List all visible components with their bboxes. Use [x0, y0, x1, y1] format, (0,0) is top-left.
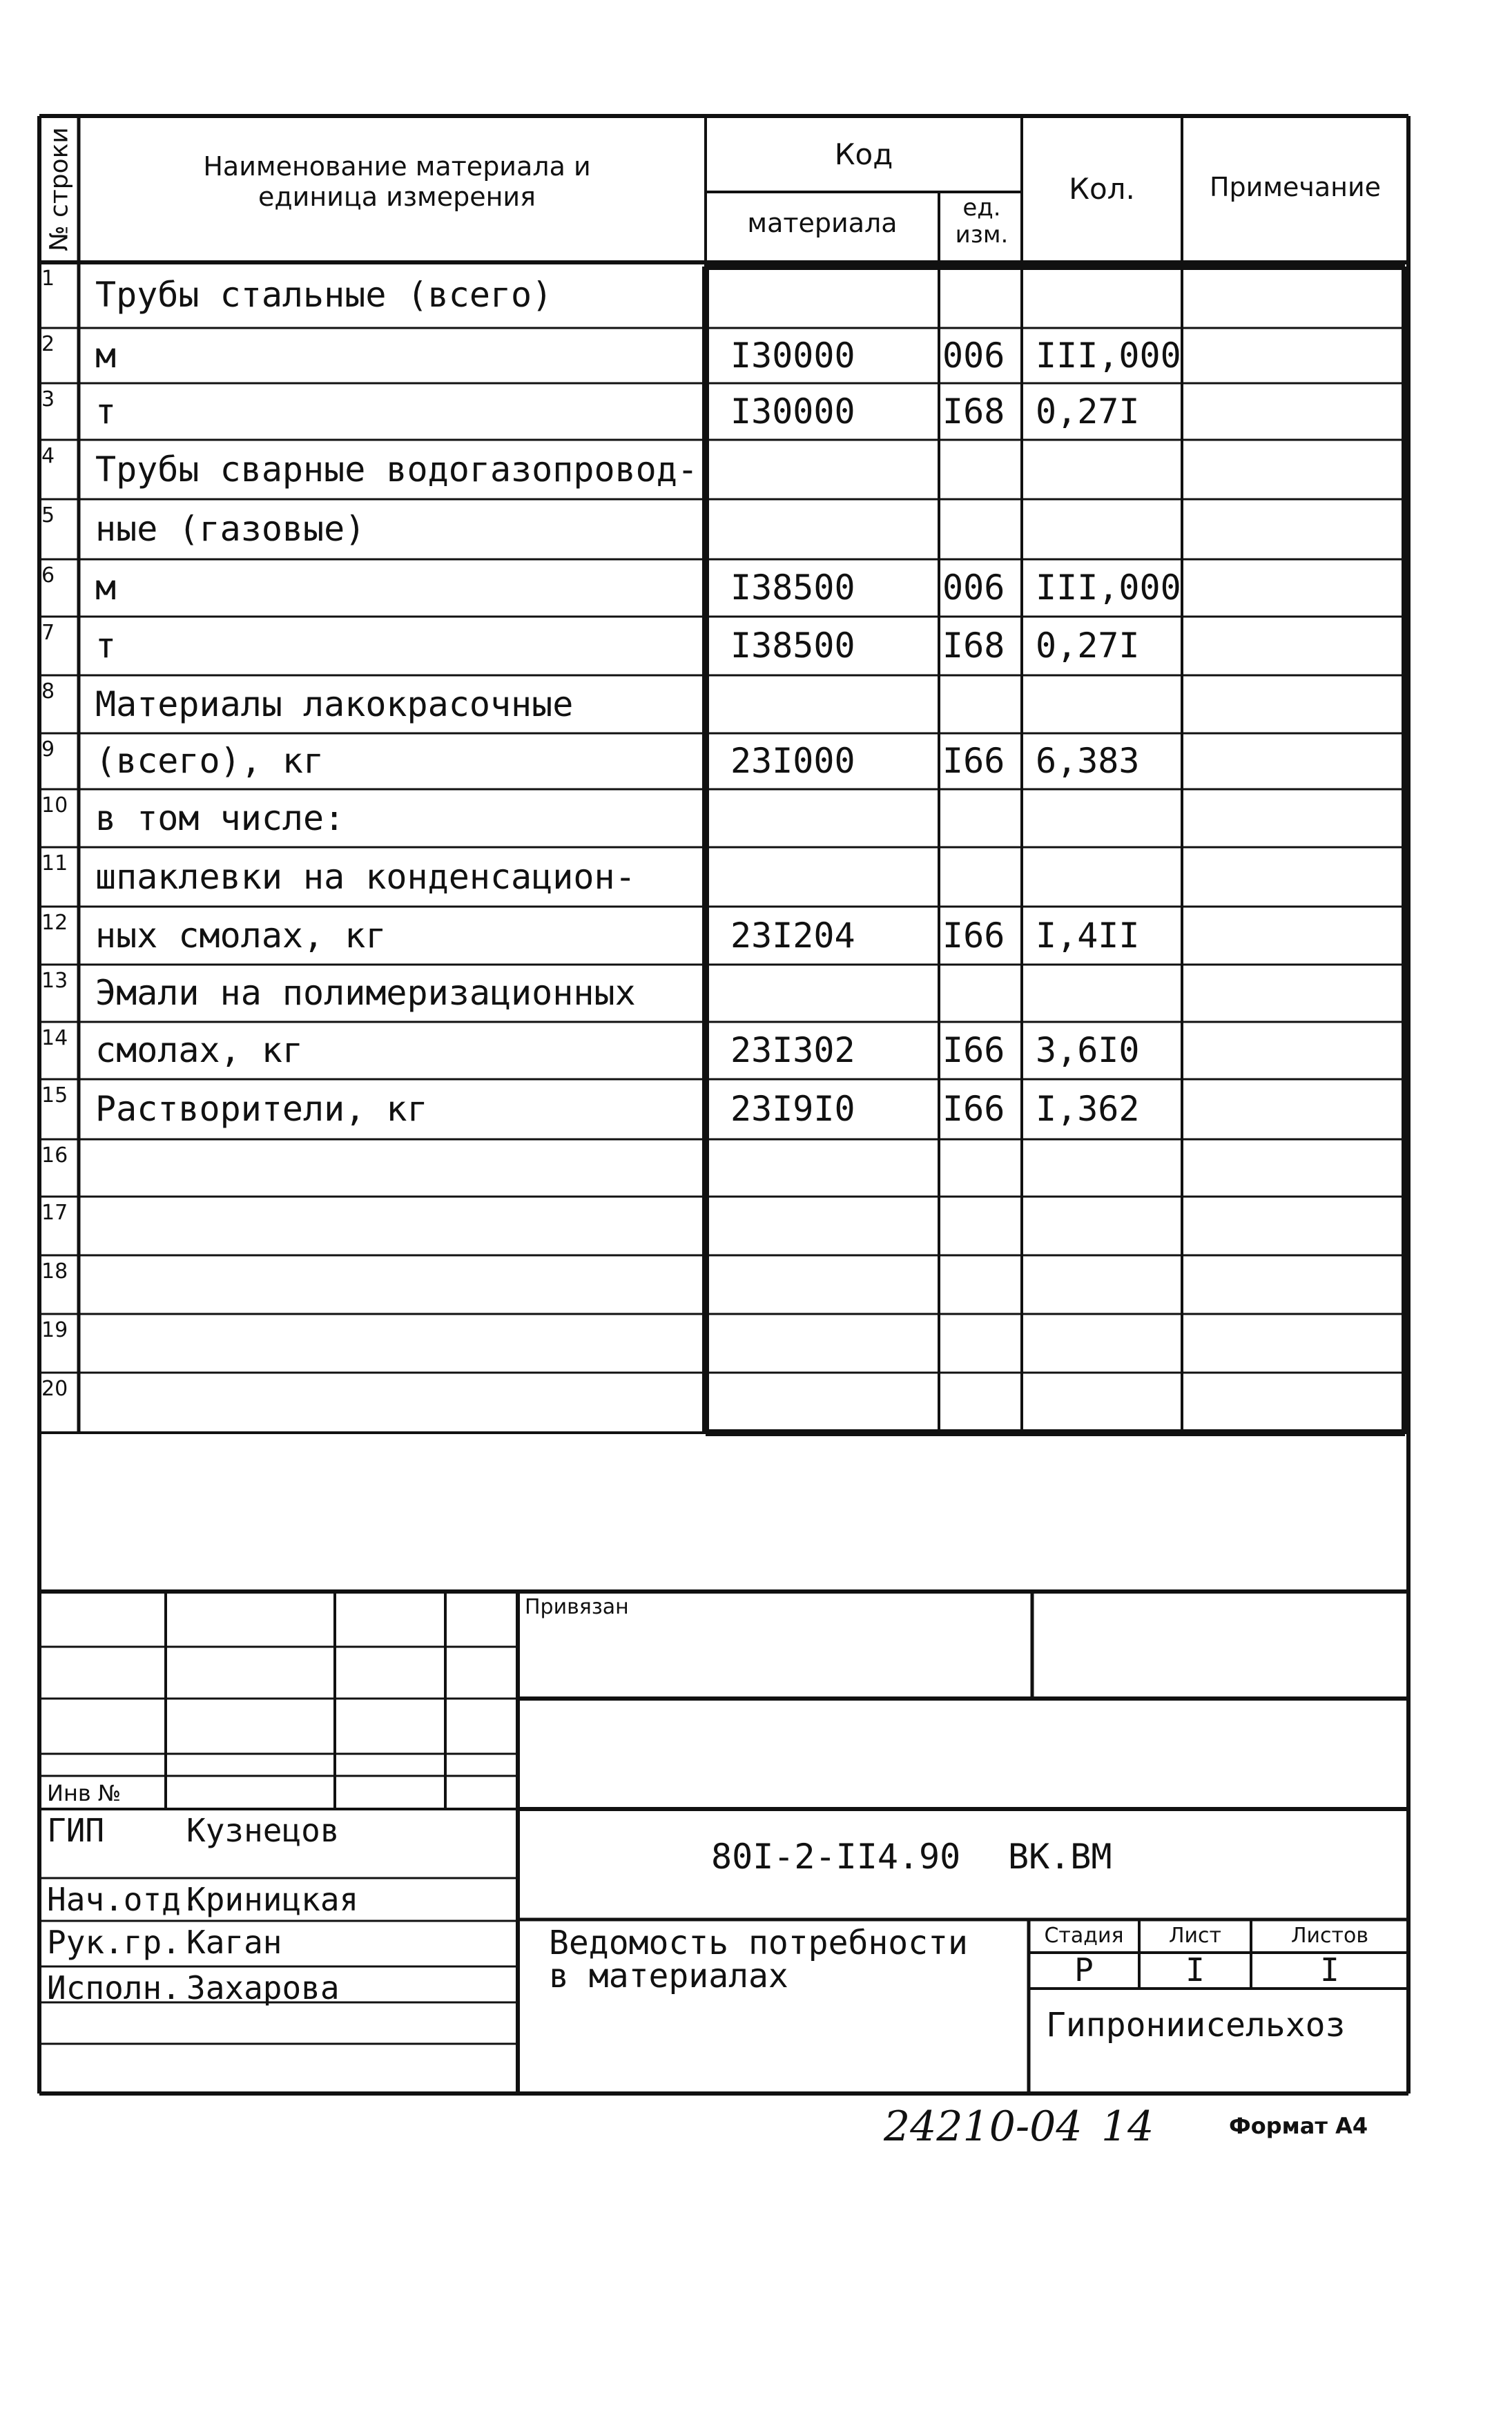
material-code [730, 675, 938, 733]
quantity [1036, 1139, 1181, 1197]
unit-code: I66 [942, 1030, 1005, 1070]
row-number: 7 [41, 621, 55, 645]
material-code: I38500 [730, 626, 855, 666]
row-number: 16 [41, 1143, 68, 1168]
quantity [1036, 440, 1181, 499]
format-label: Формат А4 [1229, 2113, 1368, 2139]
code-unit-header: ед. изм. [955, 194, 1009, 249]
quantity [1036, 965, 1181, 1022]
row-number: 6 [41, 563, 55, 588]
note [1188, 1139, 1402, 1197]
material-code [730, 1139, 938, 1197]
row-number: 15 [41, 1083, 68, 1108]
material-code: 23I000 [730, 741, 855, 781]
unit-code: 006 [942, 568, 1005, 608]
unit-code [942, 1255, 1020, 1314]
note [1188, 675, 1402, 733]
row-number: 12 [41, 911, 68, 935]
doc-code: 80I-2-II4.90 [711, 1837, 961, 1877]
material-name: м [95, 568, 117, 608]
quantity: I,4II [1036, 916, 1140, 956]
unit-code [942, 1197, 1020, 1255]
page-number: 14 [1101, 2102, 1154, 2151]
quantity [1036, 789, 1181, 847]
unit-code [942, 499, 1020, 559]
row-number: 5 [41, 503, 55, 528]
code-material-header: материала [747, 208, 898, 238]
quantity-header: Кол. [1069, 172, 1135, 206]
archive-number: 24210-04 [884, 2102, 1083, 2151]
row-number: 20 [41, 1377, 68, 1401]
note [1188, 1255, 1402, 1314]
signer-role: ГИП [47, 1812, 105, 1849]
material-name: шпаклевки на конденсацион- [95, 857, 636, 897]
note [1188, 965, 1402, 1022]
material-code [730, 1197, 938, 1255]
quantity: 3,6I0 [1036, 1030, 1140, 1070]
note [1188, 1373, 1402, 1433]
note [1188, 559, 1402, 617]
row-number: 19 [41, 1318, 68, 1342]
unit-code [942, 1314, 1020, 1373]
note [1188, 1197, 1402, 1255]
privyazan-label: Привязан [525, 1595, 629, 1619]
note-header: Примечание [1209, 172, 1382, 202]
note [1188, 328, 1402, 383]
unit-code: 006 [942, 336, 1005, 376]
document-title: Ведомость потребности в материалах [549, 1924, 968, 1995]
quantity: III,000 [1036, 336, 1181, 376]
note [1188, 383, 1402, 440]
row-number: 2 [41, 332, 55, 356]
material-name: (всего), кг [95, 741, 324, 781]
material-code [730, 965, 938, 1022]
row-number: 4 [41, 444, 55, 468]
sheet-value: I [1185, 1951, 1205, 1989]
row-number: 18 [41, 1259, 68, 1284]
material-code: 23I204 [730, 916, 855, 956]
note [1188, 1314, 1402, 1373]
quantity: 6,383 [1036, 741, 1140, 781]
quantity [1036, 1255, 1181, 1314]
material-name: ных смолах, кг [95, 916, 387, 956]
material-code: 23I302 [730, 1030, 855, 1070]
stage-value: Р [1074, 1951, 1094, 1989]
unit-code [942, 789, 1020, 847]
note [1188, 499, 1402, 559]
signer-role: Исполн. [47, 1969, 181, 2007]
quantity: 0,27I [1036, 391, 1140, 432]
material-code [730, 1314, 938, 1373]
sheets-label: Листов [1290, 1924, 1369, 1948]
row-number: 13 [41, 969, 68, 993]
quantity [1036, 1314, 1181, 1373]
row-number-header: № строки [44, 127, 73, 251]
quantity [1036, 1373, 1181, 1433]
material-name [95, 1255, 703, 1314]
quantity [1036, 847, 1181, 907]
quantity [1036, 675, 1181, 733]
row-number: 8 [41, 679, 55, 704]
material-code [730, 847, 938, 907]
row-number: 9 [41, 737, 55, 762]
material-name [95, 1197, 703, 1255]
material-code [730, 499, 938, 559]
material-name: Эмали на полимеризационных [95, 973, 636, 1013]
note [1188, 440, 1402, 499]
quantity [1036, 1197, 1181, 1255]
signer-name: Кузнецов [186, 1812, 340, 1849]
material-code [730, 1373, 938, 1433]
material-name [95, 1373, 703, 1433]
material-name: т [95, 391, 117, 432]
material-name [95, 1314, 703, 1373]
unit-code [942, 1373, 1020, 1433]
quantity: III,000 [1036, 568, 1181, 608]
material-name: Трубы сварные водогазопровод- [95, 449, 698, 490]
material-name: Растворители, кг [95, 1089, 428, 1129]
note [1188, 847, 1402, 907]
unit-code [942, 440, 1020, 499]
row-number: 14 [41, 1026, 68, 1050]
row-number: 1 [41, 267, 55, 291]
material-name: смолах, кг [95, 1030, 304, 1070]
signer-name: Захарова [186, 1969, 340, 2007]
note [1188, 733, 1402, 789]
material-code: 23I9I0 [730, 1089, 855, 1129]
code-header: Код [834, 137, 893, 171]
unit-code: I68 [942, 626, 1005, 666]
row-number: 3 [41, 387, 55, 412]
material-name: ные (газовые) [95, 509, 366, 549]
signer-name: Каган [186, 1924, 282, 1961]
material-name: Трубы стальные (всего) [95, 275, 553, 315]
note [1188, 1079, 1402, 1139]
note [1188, 907, 1402, 965]
sheets-value: I [1320, 1951, 1339, 1989]
quantity: 0,27I [1036, 626, 1140, 666]
quantity [1036, 499, 1181, 559]
note [1188, 262, 1402, 328]
row-number: 10 [41, 793, 68, 818]
signer-name: Криницкая [186, 1881, 359, 1918]
material-name [95, 1139, 703, 1197]
unit-code: I66 [942, 916, 1005, 956]
stage-label: Стадия [1044, 1924, 1124, 1948]
unit-code: I66 [942, 741, 1005, 781]
material-code [730, 262, 938, 328]
unit-code [942, 262, 1020, 328]
sheet-label: Лист [1168, 1924, 1222, 1948]
unit-code [942, 675, 1020, 733]
material-code: I38500 [730, 568, 855, 608]
unit-code [942, 1139, 1020, 1197]
material-code [730, 1255, 938, 1314]
row-number: 11 [41, 851, 68, 876]
note [1188, 1022, 1402, 1079]
signer-role: Нач.отд. [47, 1881, 200, 1918]
unit-code: I68 [942, 391, 1005, 432]
material-code [730, 789, 938, 847]
row-number: 17 [41, 1201, 68, 1225]
material-code [730, 440, 938, 499]
material-name: в том числе: [95, 798, 345, 838]
unit-code [942, 965, 1020, 1022]
material-name: Материалы лакокрасочные [95, 684, 574, 724]
unit-code: I66 [942, 1089, 1005, 1129]
note [1188, 789, 1402, 847]
material-name: т [95, 626, 117, 666]
organization-name: Гипрониисельхоз [1046, 2006, 1346, 2044]
doc-mark: ВК.ВМ [1008, 1837, 1112, 1877]
material-code: I30000 [730, 336, 855, 376]
material-code: I30000 [730, 391, 855, 432]
material-name: м [95, 336, 117, 376]
unit-code [942, 847, 1020, 907]
inv-no-label: Инв № [47, 1780, 122, 1806]
signer-role: Рук.гр. [47, 1924, 181, 1961]
quantity [1036, 262, 1181, 328]
quantity: I,362 [1036, 1089, 1140, 1129]
name-column-header: Наименование материала и единица измерения [203, 151, 591, 212]
note [1188, 617, 1402, 675]
